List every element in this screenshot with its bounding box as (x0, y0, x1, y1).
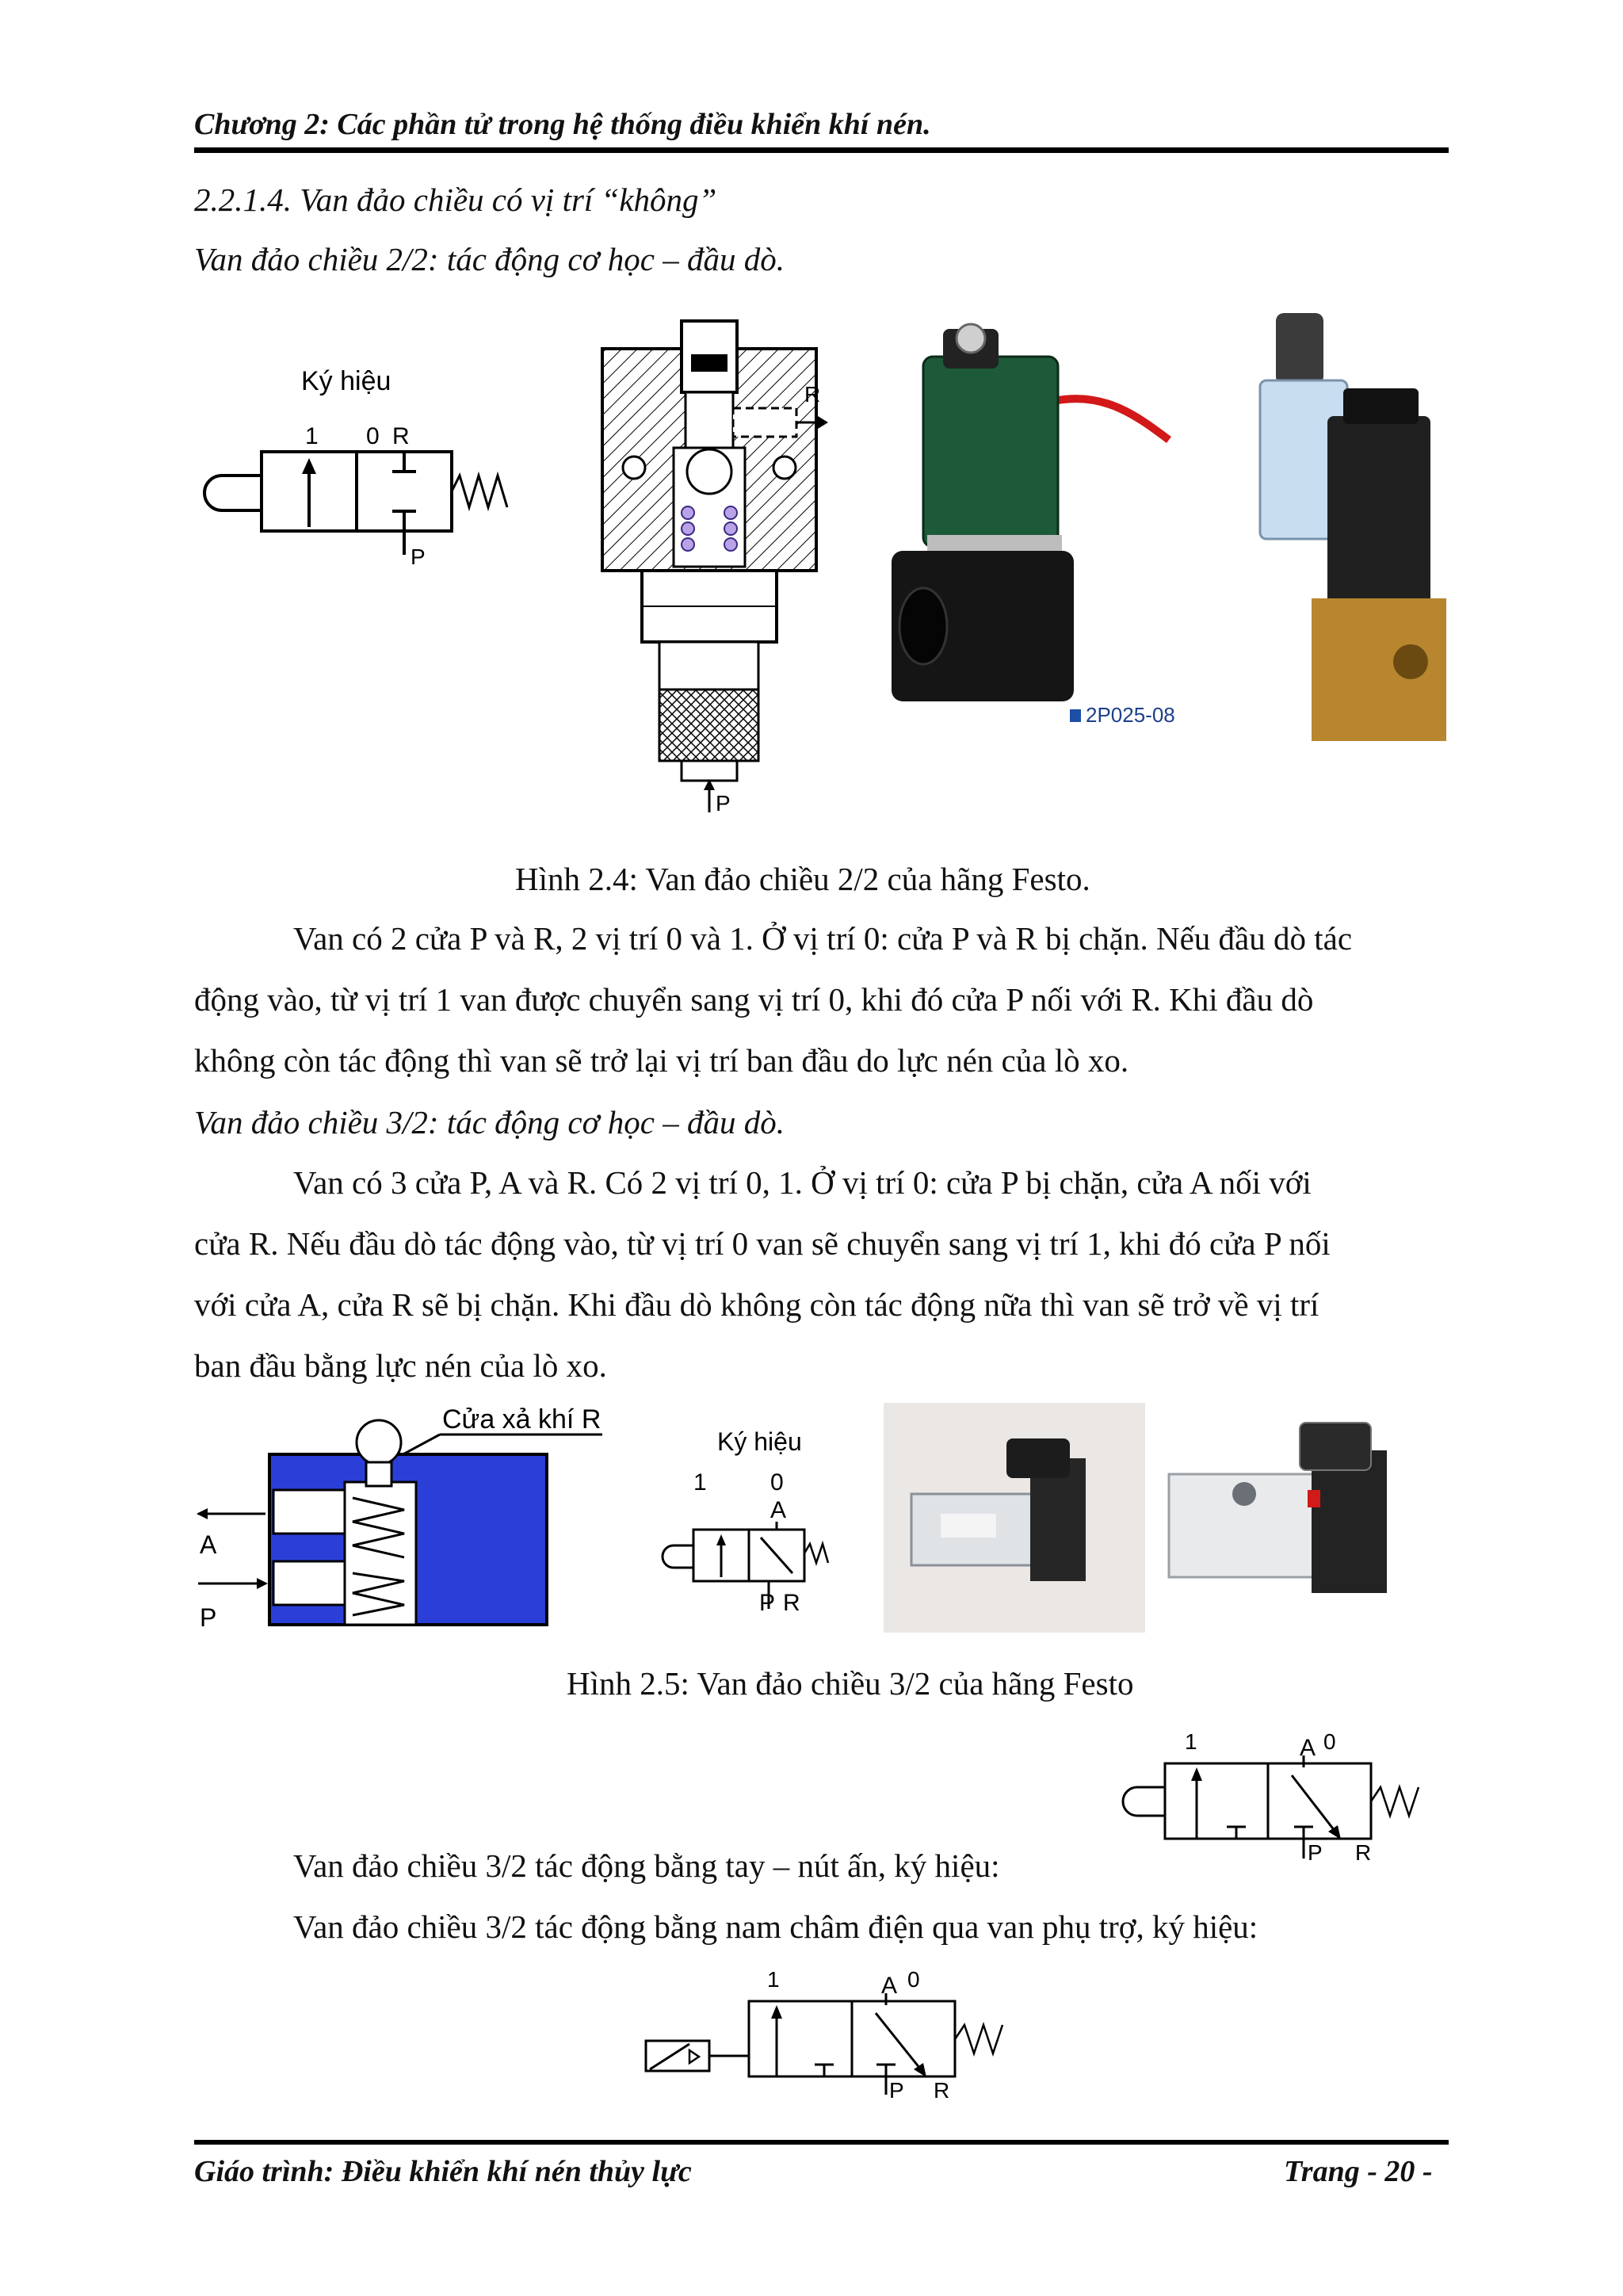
svg-text:P: P (411, 544, 426, 569)
svg-text:A: A (770, 1497, 787, 1523)
svg-text:P: P (889, 2078, 904, 2103)
footer-rule (194, 2140, 1449, 2145)
subheading-3-2-valve: Van đảo chiều 3/2: tác động cơ học – đầu dò. (194, 1104, 785, 1140)
valve-3-2-photo-airtac (884, 1403, 1145, 1633)
svg-text:1: 1 (305, 423, 319, 449)
svg-text:A: A (881, 1973, 898, 1999)
svg-text:Cửa xả khí R: Cửa xả khí R (442, 1404, 601, 1435)
svg-text:P: P (759, 1590, 776, 1616)
para2-line2: cửa R. Nếu đầu dò tác động vào, từ vị trí 0 van sẽ chuyển sang vị trí 1, khi đó cửa P nối (194, 1225, 1331, 1262)
valve-3-2-photo-lindner (1153, 1403, 1462, 1633)
svg-text:1: 1 (693, 1469, 707, 1496)
header-rule (194, 147, 1449, 153)
valve-3-2-symbol (658, 1419, 832, 1625)
valve-3-2-section-drawing (190, 1403, 618, 1648)
svg-text:A: A (1300, 1735, 1316, 1761)
svg-text:R: R (1355, 1840, 1372, 1865)
svg-text:1: 1 (1185, 1729, 1197, 1754)
solenoid-valve-photo-brass (1232, 305, 1454, 749)
para1-line3: không còn tác động thì van sẽ trở lại vị trí ban đầu do lực nén của lò xo. (194, 1042, 1129, 1079)
svg-text:0: 0 (1323, 1729, 1336, 1754)
svg-text:R: R (934, 2078, 950, 2103)
pushbutton-valve-symbol (1086, 1724, 1434, 1866)
svg-text:R: R (804, 382, 821, 407)
svg-text:1: 1 (767, 1967, 780, 1992)
svg-text:2P025-08: 2P025-08 (1086, 703, 1175, 727)
figure-2-4-caption: Hình 2.4: Van đảo chiều 2/2 của hãng Festo. (515, 861, 1090, 897)
valve-2-2-section-drawing (586, 305, 848, 820)
symbol-label: Ký hiệu (301, 366, 391, 396)
valve-2-2-symbol (198, 357, 515, 579)
svg-text:Ký hiệu: Ký hiệu (717, 1427, 802, 1456)
svg-text:0: 0 (770, 1469, 784, 1496)
para1-line2: động vào, từ vị trí 1 van được chuyển sang vị trí 0, khi đó cửa P nối với R. Khi đầu dò (194, 981, 1314, 1018)
para1-line1: Van có 2 cửa P và R, 2 vị trí 0 và 1. Ở vị trí 0: cửa P và R bị chặn. Nếu đầu dò tác (293, 920, 1353, 957)
svg-text:0: 0 (907, 1967, 920, 1992)
svg-text:P: P (716, 791, 731, 816)
para2-line4: ban đầu bằng lực nén của lò xo. (194, 1347, 607, 1384)
solenoid-valve-photo-black (868, 297, 1189, 753)
svg-text:A: A (200, 1530, 217, 1559)
footer-page-number: Trang - 20 - (1284, 2155, 1433, 2188)
footer-book-title: Giáo trình: Điều khiển khí nén thủy lực (194, 2155, 692, 2188)
figure-2-5-caption: Hình 2.5: Van đảo chiều 3/2 của hãng Festo (567, 1665, 1134, 1702)
para2-line1: Van có 3 cửa P, A và R. Có 2 vị trí 0, 1. Ở vị trí 0: cửa P bị chặn, cửa A nối với (293, 1164, 1312, 1201)
svg-text:0: 0 (366, 423, 380, 449)
svg-text:R: R (783, 1590, 800, 1616)
chapter-header: Chương 2: Các phần tử trong hệ thống điều khiển khí nén. (194, 108, 931, 141)
svg-text:P: P (1308, 1840, 1323, 1865)
solenoid-valve-text: Van đảo chiều 3/2 tác động bằng nam châm điện qua van phụ trợ, ký hiệu: (293, 1908, 1258, 1945)
para2-line3: với cửa A, cửa R sẽ bị chặn. Khi đầu dò không còn tác động nữa thì van sẽ trở về vị trí (194, 1286, 1319, 1323)
svg-text:R: R (392, 423, 410, 449)
section-heading: 2.2.1.4. Van đảo chiều có vị trí “không” (194, 181, 717, 218)
subheading-2-2-valve: Van đảo chiều 2/2: tác động cơ học – đầu dò. (194, 241, 785, 277)
pushbutton-valve-text: Van đảo chiều 3/2 tác động bằng tay – nút ấn, ký hiệu: (293, 1847, 1000, 1884)
solenoid-pilot-valve-symbol (634, 1962, 1014, 2104)
svg-text:P: P (200, 1603, 217, 1632)
